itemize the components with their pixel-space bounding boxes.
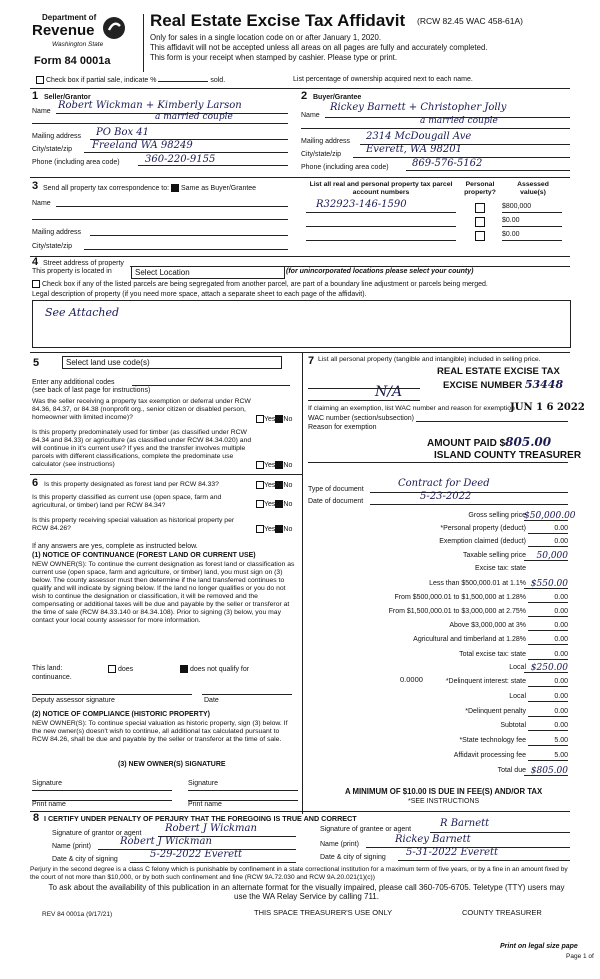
- calc-label: Excise tax: state: [475, 565, 526, 572]
- partial-sale-row: [36, 76, 225, 85]
- s5-number: 5: [33, 357, 40, 369]
- dept-line3: Washington State: [52, 41, 104, 48]
- notice2-text: NEW OWNER(S): To continue special valuation as historic property, sign (3) below. If the new owner(s) doesn't wish to continue, all additional tax calculated pursuant to RCW 84.26, shall be due and payable by the seller or transferor at the time of sale.: [32, 720, 288, 743]
- form-title: Real Estate Excise Tax Affidavit: [150, 11, 406, 30]
- s2-title: Buyer/Grantee: [313, 94, 362, 101]
- calc-value[interactable]: 0.00: [528, 708, 568, 717]
- owner-sig-label-2: Signature: [188, 780, 218, 787]
- s7-text: List all personal property (tangible and intangible) included in selling price.: [318, 356, 541, 363]
- reason-label: Reason for exemption: [308, 424, 377, 431]
- s5-codes-note: (see back of last page for instructions): [32, 387, 151, 394]
- s1-name-value[interactable]: Robert Wickman + Kimberly Larson: [58, 100, 242, 111]
- calc-value[interactable]: 0.00: [528, 622, 568, 631]
- partial-sale-checkbox[interactable]: [36, 76, 44, 84]
- calc-value[interactable]: 5.00: [528, 737, 568, 746]
- date-doc-value[interactable]: 5-23-2022: [420, 491, 472, 502]
- dor-logo-icon: [102, 16, 126, 40]
- land-does-label: does: [117, 665, 134, 673]
- s1-phone-label: Phone (including area code): [32, 159, 120, 166]
- grantee-date-label: Date & city of signing: [320, 854, 386, 861]
- assessed-value-3[interactable]: $0.00: [502, 231, 562, 241]
- grantee-date-value[interactable]: 5-31-2022 Everett: [406, 847, 499, 858]
- calc-label: Subtotal: [500, 722, 526, 729]
- dept-line2: Revenue: [32, 22, 95, 39]
- header-note-1: Only for sales in a single location code on or after January 1, 2020.: [150, 33, 382, 42]
- type-doc-value[interactable]: Contract for Deed: [398, 478, 490, 489]
- personal-checkbox-2[interactable]: [475, 217, 485, 227]
- location-select[interactable]: Select Location: [131, 266, 285, 279]
- s4-segregated-label: Check box if any of the listed parcels are being segregated from another parcel, are part of a boundary line adjustment or parcels being merged.: [41, 280, 488, 288]
- form-rcw: (RCW 82.45 WAC 458-61A): [417, 16, 523, 26]
- grantor-date-value[interactable]: 5-29-2022 Everett: [150, 849, 243, 860]
- stamp-excise-number: 53448: [524, 378, 564, 391]
- s6-q2-answer: [256, 500, 292, 509]
- calc-value[interactable]: 0.00: [528, 651, 568, 660]
- same-as-buyer-checkbox[interactable]: [171, 184, 179, 192]
- s2-number: 2: [301, 90, 308, 102]
- s1-phone-value[interactable]: 360-220-9155: [145, 154, 216, 165]
- treasurer-only: THIS SPACE TREASURER'S USE ONLY: [254, 908, 393, 917]
- notice1-title: (1) NOTICE OF CONTINUANCE (FOREST LAND OR CURRENT USE): [32, 552, 256, 559]
- s3-mail-label: Mailing address: [32, 229, 82, 236]
- assessed-value-1[interactable]: $800,000: [502, 203, 562, 213]
- date-doc-label: Date of document: [308, 498, 364, 505]
- rev-label: REV 84 0001a (9/17/21): [42, 911, 113, 918]
- s2-city-label: City/state/zip: [301, 151, 342, 158]
- s5-codes-label: Enter any additional codes: [32, 379, 115, 386]
- s6-q2-yes-box[interactable]: [256, 500, 264, 508]
- s6-if-yes: If any answers are yes, complete as instructed below.: [32, 543, 198, 550]
- calc-label: Local: [509, 693, 526, 700]
- s4-located-label: This property is located in: [32, 268, 112, 275]
- assessed-header: Assessed value(s): [517, 181, 549, 196]
- yes-label: Yes: [264, 415, 276, 423]
- s3-corr-row: [43, 184, 256, 193]
- s3-corr-label: Send all property tax correspondence to:: [43, 184, 170, 192]
- land-use-select[interactable]: Select land use code(s): [62, 356, 282, 369]
- s4-street-label: Street address of property: [43, 260, 124, 267]
- calc-label: Affidavit processing fee: [453, 752, 526, 759]
- grantee-name-label: Name (print): [320, 841, 359, 848]
- legal-description-box[interactable]: [32, 300, 571, 348]
- no-label: No: [283, 461, 293, 469]
- legal-description-value: See Attached: [45, 306, 119, 319]
- yes-label: Yes: [264, 481, 276, 489]
- s3-name-label: Name: [32, 200, 51, 207]
- see-instructions: *SEE INSTRUCTIONS: [408, 798, 480, 805]
- calc-value[interactable]: $550.00: [524, 580, 568, 589]
- calc-label: Gross selling price: [468, 512, 526, 519]
- stamp-line1: REAL ESTATE EXCISE TAX: [437, 366, 560, 377]
- calc-label: From $1,500,000.01 to $3,000,000 at 2.75%: [388, 608, 526, 615]
- personal-checkbox-1[interactable]: [475, 203, 485, 213]
- perjury-note: Perjury in the second degree is a class C felony which is punishable by confinement in a state correctional institution for a maximum term of five years, or by a fine in an amount fixed by the court of not more than $10,000, or by both such confinement and fine (RCW 9A.72.030 and RCW 9A.20.021(1)(c)): [30, 866, 568, 881]
- assessed-value-2[interactable]: $0.00: [502, 217, 562, 227]
- local-rate: 0.0000: [400, 675, 423, 684]
- stamp-amount-value: 805.00: [505, 435, 552, 449]
- calc-value[interactable]: $50,000.00: [524, 511, 576, 521]
- stamp-amount-label: AMOUNT PAID $: [427, 438, 506, 449]
- s6-q3-answer: [256, 525, 292, 534]
- s1-mail-label: Mailing address: [32, 133, 82, 140]
- owner-print-label-1: Print name: [32, 801, 66, 808]
- calc-label: *Personal property (deduct): [440, 525, 526, 532]
- exempt-label: If claiming an exemption, list WAC number and reason for exemption: [308, 405, 515, 412]
- s4-number: 4: [32, 256, 39, 268]
- s2-city-value[interactable]: Everett, WA 98201: [366, 144, 462, 155]
- owner-print-label-2: Print name: [188, 801, 222, 808]
- county-treasurer: COUNTY TREASURER: [462, 908, 542, 917]
- this-land-label: This land:: [32, 665, 63, 672]
- s1-name-value2[interactable]: a married couple: [155, 112, 233, 122]
- s3-city-label: City/state/zip: [32, 243, 73, 250]
- dor-logo: [30, 14, 130, 54]
- page-number: Page 1 of: [566, 953, 594, 960]
- cert-text: I CERTIFY UNDER PENALTY OF PERJURY THAT THE FOREGOING IS TRUE AND CORRECT: [44, 814, 357, 823]
- s2-name-value2[interactable]: a married couple: [420, 116, 498, 126]
- no-label: No: [283, 500, 293, 508]
- land-does-not-row: [180, 665, 249, 674]
- header-note-3: This form is your receipt when stamped by cashier. Please type or print.: [150, 53, 398, 62]
- s6-q1: Is this property designated as forest land per RCW 84.33?: [44, 481, 219, 488]
- s3-number: 3: [32, 180, 39, 192]
- s4-uninc-note: (for unincorporated locations please select your county): [286, 268, 474, 275]
- notice2-title: (2) NOTICE OF COMPLIANCE (HISTORIC PROPERTY): [32, 711, 210, 718]
- s1-city-value[interactable]: Freeland WA 98249: [92, 140, 193, 151]
- s6-q3-yes-box[interactable]: [256, 525, 264, 533]
- s8-number: 8: [33, 812, 40, 824]
- land-does-row: [108, 665, 133, 674]
- s2-mail-value[interactable]: 2314 McDougall Ave: [366, 131, 472, 142]
- s6-number: 6: [32, 477, 39, 489]
- s5-q1: Was the seller receiving a property tax exemption or deferral under RCW 84.36, 84.37, or 84.38 (nonprofit org., senior citizen or disabled person, homeowner with limited income)?: [32, 398, 251, 421]
- segregated-checkbox[interactable]: [32, 280, 40, 288]
- s6-q2: Is this property classified as current use (open space, farm and agricultural, or timber) land per RCW 84.34?: [32, 494, 222, 509]
- calc-label: *Delinquent penalty: [465, 708, 526, 715]
- stamp-amount-row: [427, 435, 551, 449]
- deputy-sig-label: Deputy assessor signature: [32, 697, 115, 704]
- calc-value[interactable]: 50,000: [524, 552, 568, 561]
- land-does-not-box[interactable]: [180, 665, 188, 673]
- calc-value[interactable]: 0.00: [528, 538, 568, 547]
- s1-title: Seller/Grantor: [44, 94, 91, 101]
- sig-grantee-label: Signature of grantee or agent: [320, 826, 412, 833]
- no-label: No: [283, 415, 293, 423]
- calc-value[interactable]: $805.00: [524, 767, 568, 776]
- no-label: No: [283, 481, 293, 489]
- s1-city-label: City/state/zip: [32, 146, 73, 153]
- dept-line1: Department of: [42, 13, 97, 22]
- s6-q1-yes-box[interactable]: [256, 481, 264, 489]
- calc-label: Total due: [497, 767, 526, 774]
- s2-name-label: Name: [301, 112, 320, 119]
- sig-grantor-label: Signature of grantor or agent: [52, 830, 142, 837]
- calc-value[interactable]: 0.00: [528, 608, 568, 617]
- s5-q2-answer: [256, 461, 292, 470]
- calc-label: From $500,000.01 to $1,500,000 at 1.28%: [394, 594, 526, 601]
- notice3-title: (3) NEW OWNER(S) SIGNATURE: [118, 761, 226, 768]
- continuance-label: continuance.: [32, 674, 72, 681]
- legal-size-note: Print on legal size pape: [500, 943, 578, 950]
- s1-name-label: Name: [32, 108, 51, 115]
- personal-header: Personal property?: [464, 181, 496, 196]
- form-number: Form 84 0001a: [34, 55, 111, 67]
- calc-value[interactable]: 5.00: [528, 752, 568, 761]
- yes-label: Yes: [264, 461, 276, 469]
- yes-label: Yes: [264, 500, 276, 508]
- calc-value[interactable]: 0.00: [528, 693, 568, 702]
- s6-q1-answer: [256, 481, 292, 490]
- s7-na-value[interactable]: N/A: [375, 384, 403, 400]
- s2-name-value[interactable]: Rickey Barnett + Christopher Jolly: [330, 102, 507, 113]
- sold-label: sold.: [210, 76, 226, 84]
- land-does-not-label: does not qualify for: [189, 665, 250, 673]
- calc-label: *State technology fee: [459, 737, 526, 744]
- s5-q2-yes-box[interactable]: [256, 461, 264, 469]
- same-as-buyer-label: Same as Buyer/Grantee: [180, 184, 257, 192]
- s5-q1-yes-box[interactable]: [256, 415, 264, 423]
- calc-label: *Delinquent interest: state: [445, 678, 526, 685]
- type-doc-label: Type of document: [308, 486, 364, 493]
- calc-label: Taxable selling price: [462, 552, 526, 559]
- stamp-excise-label: EXCISE NUMBER: [443, 380, 523, 391]
- calc-value[interactable]: 0.00: [528, 636, 568, 645]
- stamp-treasurer: ISLAND COUNTY TREASURER: [434, 450, 582, 461]
- calc-value[interactable]: $250.00: [524, 664, 568, 673]
- grantee-signature[interactable]: R Barnett: [440, 818, 490, 829]
- header-note-2: This affidavit will not be accepted unless all areas on all pages are fully and accurately completed.: [150, 43, 488, 52]
- calc-value[interactable]: 0.00: [528, 525, 568, 534]
- yes-label: Yes: [264, 525, 276, 533]
- partial-sale-label: Check box if partial sale, indicate %: [45, 76, 157, 84]
- calc-label: Local: [509, 664, 526, 671]
- land-does-box[interactable]: [108, 665, 116, 673]
- s1-mail-value[interactable]: PO Box 41: [96, 127, 150, 138]
- stamp-date: JUN 1 6 2022: [510, 402, 585, 413]
- no-label: No: [283, 525, 293, 533]
- stamp-line2: [443, 378, 563, 391]
- grantor-date-label: Date & city of signing: [52, 856, 118, 863]
- calc-label: Above $3,000,000 at 3%: [449, 622, 526, 629]
- calc-label: Exemption claimed (deduct): [439, 538, 526, 545]
- parcel-list-header: List all real and personal property tax parcel account numbers: [309, 181, 453, 196]
- calc-value[interactable]: 0.00: [528, 678, 568, 687]
- deputy-date-label: Date: [204, 697, 219, 704]
- grantor-name-value[interactable]: Robert J Wickman: [120, 836, 212, 847]
- calc-label: Agricultural and timberland at 1.28%: [413, 636, 526, 643]
- s4-seg-row: [32, 280, 488, 289]
- calc-label: Total excise tax: state: [459, 651, 526, 658]
- calc-value[interactable]: 0.00: [528, 594, 568, 603]
- grantor-name-label: Name (print): [52, 843, 91, 850]
- personal-checkbox-3[interactable]: [475, 231, 485, 241]
- s4-legal-label: Legal description of property (if you need more space, attach a separate sheet to each page of the affidavit).: [32, 291, 367, 298]
- notice1-text: NEW OWNER(S): To continue the current designation as forest land or classification as current use (open space, farm and agriculture, or timber) land, you must sign on (3) below. The county assessor must then determine if the land transferred continues to qualify and will indicate by signing below. If the land no longer qualifies or you do not wish to continue the designation or classification, it will be removed and the compensating or additional taxes will be due and payable by the seller or transferor at the time of sale (RCW 84.33.140 or 84.34.108). Prior to signing (3) below, you may contact your local county assessor for more information.: [32, 561, 295, 624]
- s6-q3: Is this property receiving special valuation as historical property per RCW 84.26?: [32, 517, 235, 532]
- calc-value[interactable]: 0.00: [528, 722, 568, 731]
- grantor-signature[interactable]: Robert J Wickman: [165, 823, 257, 834]
- s5-q2: Is this property predominately used for timber (as classified under RCW 84.34 and 84.33) or agriculture (as classified under RCW 84.34.020) and will continue in it's current use? If yes and the transfer involves multiple parcels with different classifications, complete the predominate use calculator (see instructions): [32, 429, 252, 468]
- s2-mail-label: Mailing address: [301, 138, 351, 145]
- parcel-number[interactable]: R32923-146-1590: [316, 199, 407, 210]
- s2-phone-label: Phone (including area code): [301, 164, 389, 171]
- s1-number: 1: [32, 90, 39, 102]
- s2-phone-value[interactable]: 869-576-5162: [412, 158, 483, 169]
- owner-sig-label-1: Signature: [32, 780, 62, 787]
- grantee-name-value[interactable]: Rickey Barnett: [395, 834, 471, 845]
- wac-label: WAC number (section/subsection): [308, 415, 414, 422]
- calc-label: Less than $500,000.01 at 1.1%: [429, 580, 526, 587]
- list-pct-label: List percentage of ownership acquired next to each name.: [293, 76, 473, 83]
- ask-note: To ask about the availability of this publication in an alternate format for the visually impaired, please call 360-705-6705. Teletype (TTY) users may use the WA Relay Service by calling 711.: [48, 883, 565, 901]
- minimum-note: A MINIMUM OF $10.00 IS DUE IN FEE(S) AND/OR TAX: [345, 787, 543, 796]
- s5-q1-answer: [256, 415, 292, 424]
- s7-number: 7: [308, 355, 315, 367]
